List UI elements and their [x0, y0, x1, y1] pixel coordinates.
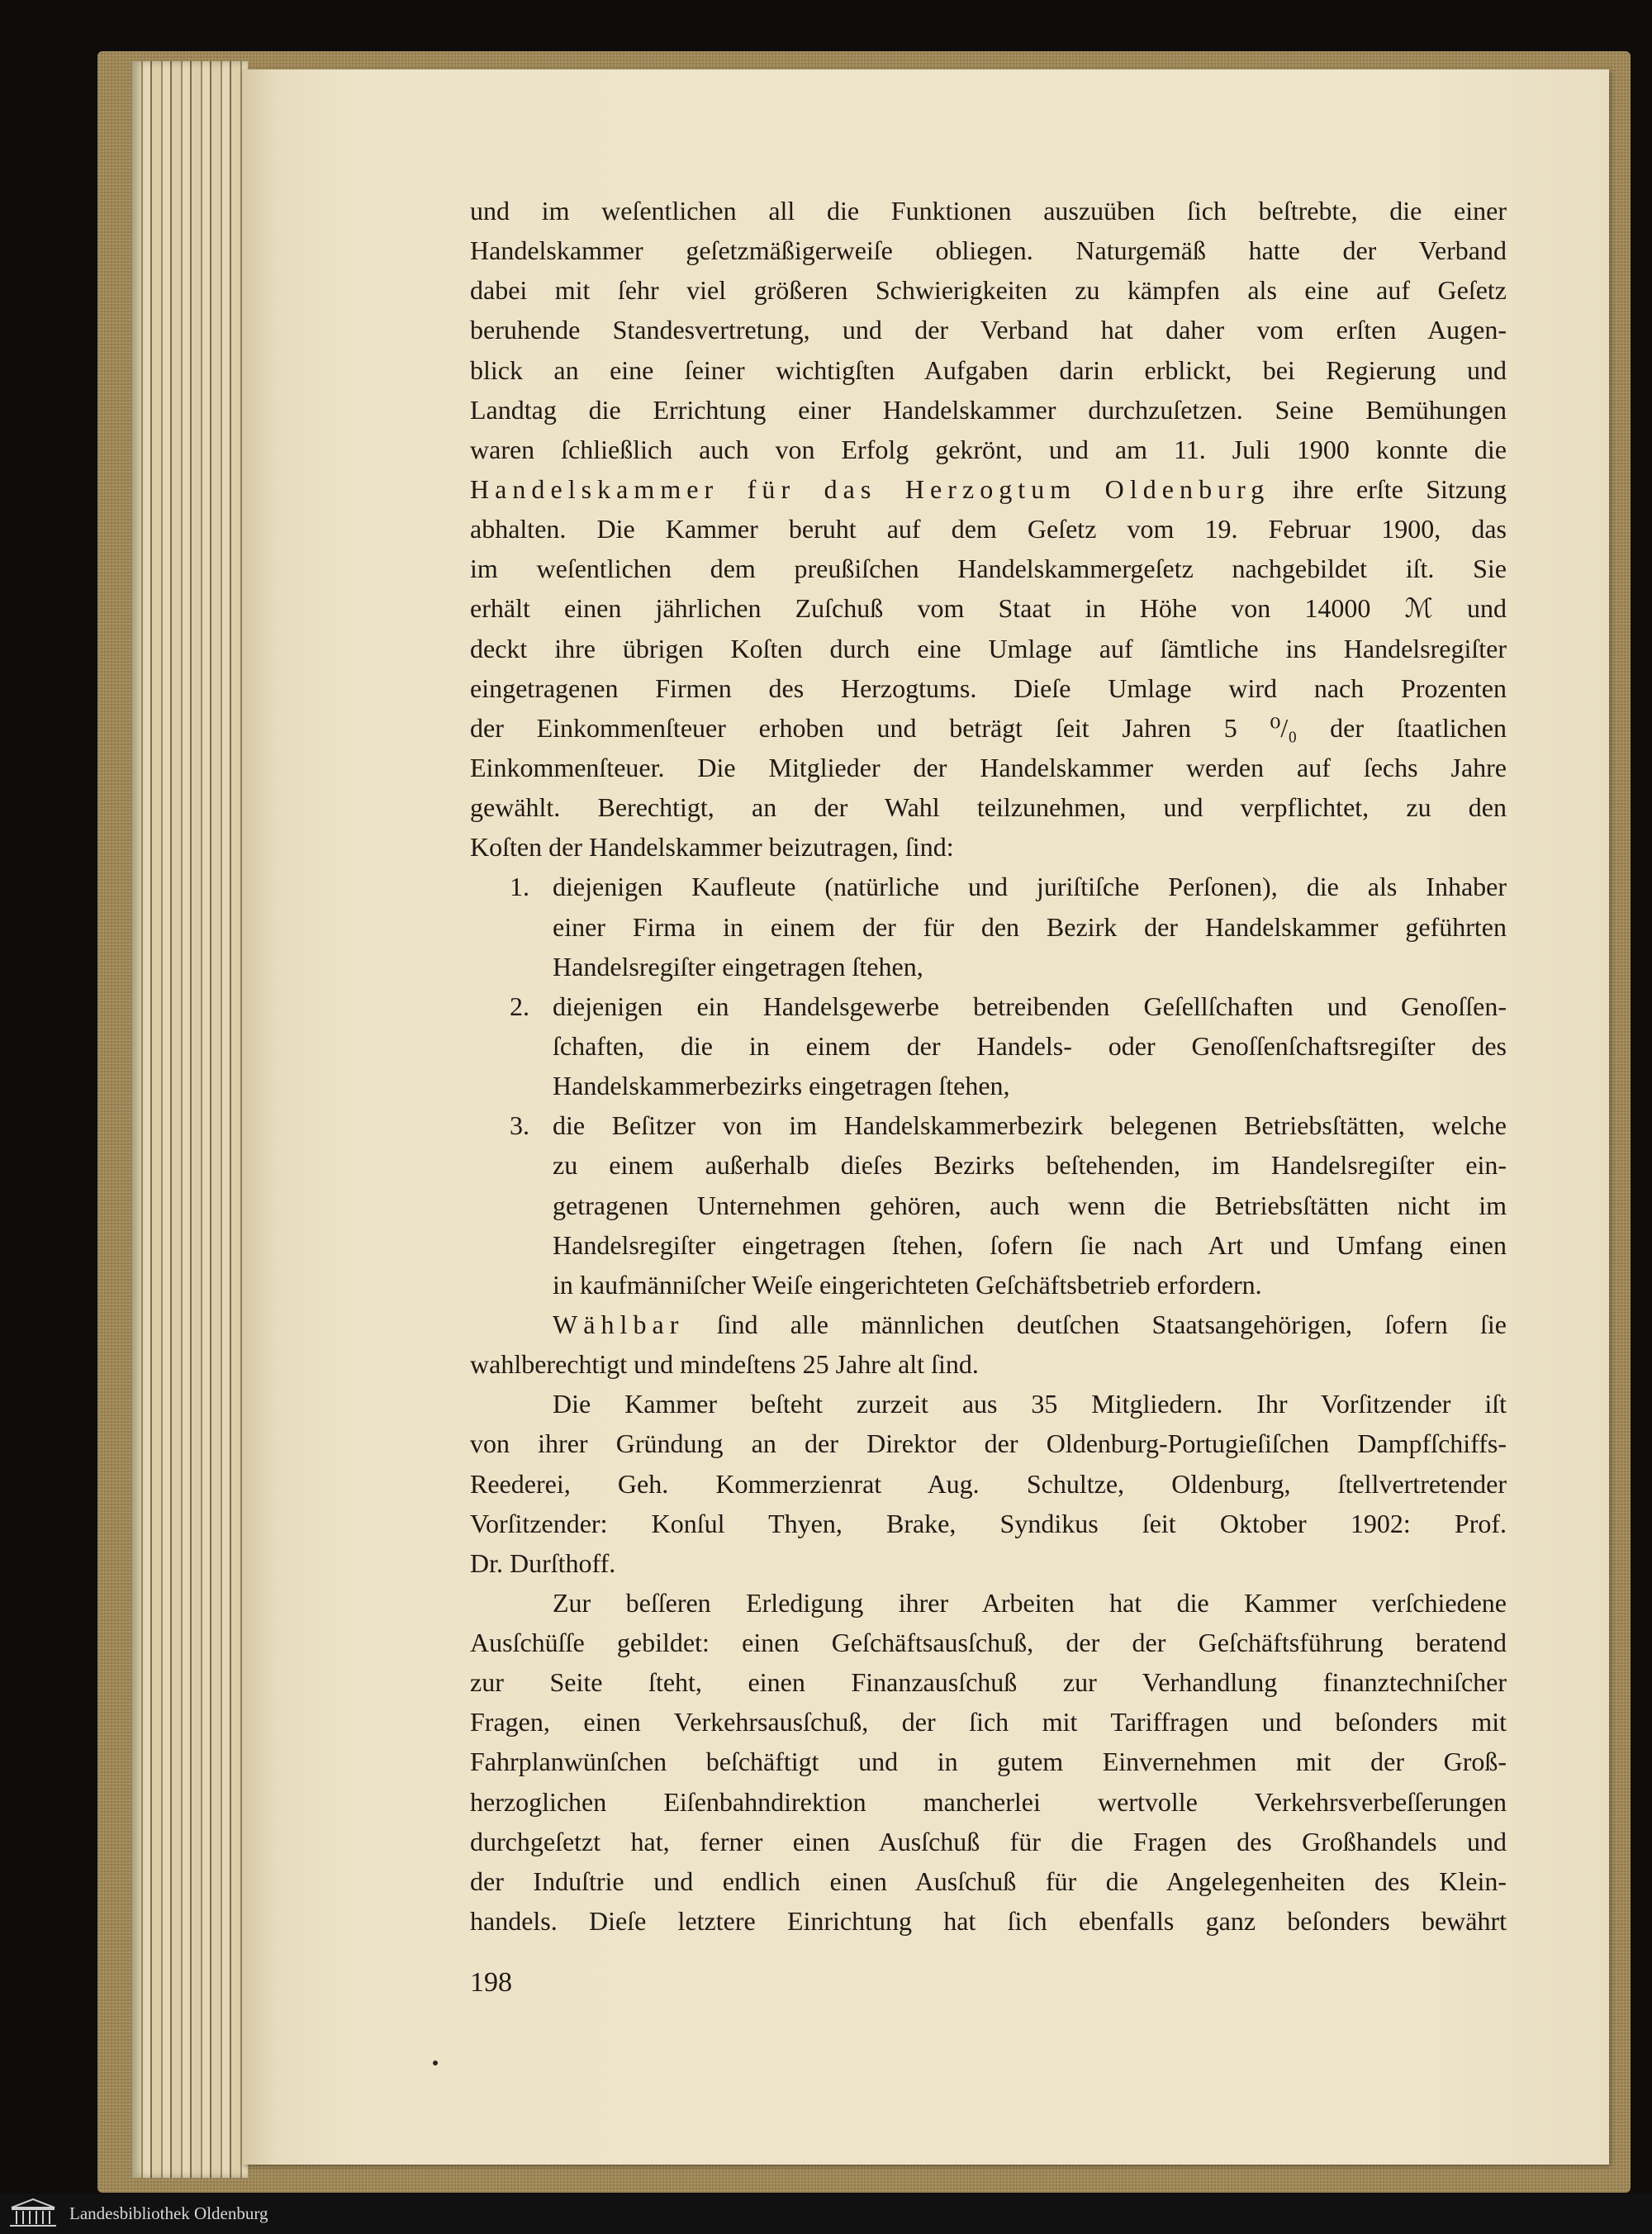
list-item-line: in kaufmänniſcher Weiſe eingerichteten Geſchäftsbetrieb erfordern. [553, 1269, 1262, 1300]
list-item-text: diejenigen Kaufleute (natürliche und juriſtiſche Perſonen), die als Inhaber [553, 872, 1507, 902]
text-line: Die Kammer beſteht zurzeit aus 35 Mitgliedern. Ihr Vorſitzender iſt [553, 1389, 1507, 1419]
list-item-line: Handelsregiſter eingetragen ſtehen, [553, 951, 923, 982]
list-item-line [470, 867, 1507, 906]
text-line: Zur beſſeren Erledigung ihrer Arbeiten hat die Kammer verſchiedene [553, 1587, 1507, 1618]
text-line [470, 1305, 1507, 1344]
body-text [470, 191, 1507, 1941]
list-item-line: zu einem außerhalb dieſes Bezirks beſtehenden, im Handelsregiſter ein- [553, 1150, 1507, 1181]
text-line: Einkommenſteuer. Die Mitglieder der Handelskammer werden auf ſechs Jahre [470, 752, 1507, 782]
text-line: blick an eine ſeiner wichtigſten Aufgaben darin erblickt, bei Regierung und [470, 354, 1507, 385]
emphasized-spaced-text: Wählbar [553, 1309, 685, 1339]
footer-bar [0, 2194, 1652, 2234]
ink-dot [433, 2061, 438, 2065]
text-segment: ſind alle männlichen deutſchen Staatsangehörigen, ſofern ſie [716, 1309, 1507, 1339]
text-line: durchgeſetzt hat, ferner einen Ausſchuß für die Fragen des Großhandels und [470, 1826, 1507, 1856]
text-line: waren ſchließlich auch von Erfolg gekrönt, und am 11. Juli 1900 konnte die [470, 434, 1507, 464]
list-item-line [470, 1105, 1507, 1145]
text-line: von ihrer Gründung an der Direktor der Oldenburg-Portugieſiſchen Dampfſchiffs- [470, 1428, 1507, 1459]
list-item-text: diejenigen ein Handelsgewerbe betreibenden Geſellſchaften und Genoſſen- [553, 991, 1507, 1021]
text-line: dabei mit ſehr viel größeren Schwierigkeiten zu kämpfen als eine auf Geſetz [470, 275, 1507, 306]
text-line: herzoglichen Eiſenbahndirektion mancherlei wertvolle Verkehrsverbeſſerungen [470, 1786, 1507, 1817]
text-line: der Einkommenſteuer erhoben und beträgt ſeit Jahren 5 ⁰/₀ der ſtaatlichen [470, 712, 1507, 743]
text-line: handels. Dieſe letztere Einrichtung hat ſich ebenfalls ganz beſonders bewährt [470, 1906, 1507, 1937]
text-line: Landtag die Errichtung einer Handelskammer durchzuſetzen. Seine Bemühungen [470, 394, 1507, 425]
text-line [470, 469, 1507, 509]
text-segment: ihre erſte Sitzung [1292, 473, 1507, 504]
list-number: 2. [510, 991, 529, 1021]
text-line: der Induſtrie und endlich einen Ausſchuß für die Angelegenheiten des Klein- [470, 1866, 1507, 1896]
list-number: 1. [510, 872, 529, 902]
list-item-line: getragenen Unternehmen gehören, auch wenn die Betriebsſtätten nicht im [553, 1190, 1507, 1220]
list-item-line: ſchaften, die in einem der Handels- oder Genoſſenſchaftsregiſter des [553, 1030, 1507, 1061]
list-item-text: die Beſitzer von im Handelskammerbezirk belegenen Betriebsſtätten, welche [553, 1110, 1507, 1141]
library-name: Landesbibliothek Oldenburg [69, 2203, 268, 2223]
text-line: beruhende Standesvertretung, und der Verband hat daher vom erſten Augen- [470, 315, 1507, 345]
text-line: Reederei, Geh. Kommerzienrat Aug. Schultze, Oldenburg, ſtellvertretender [470, 1468, 1507, 1499]
list-item-line: einer Firma in einem der für den Bezirk der Handelskammer geführten [553, 911, 1507, 942]
text-line: gewählt. Berechtigt, an der Wahl teilzunehmen, und verpflichtet, zu den [470, 792, 1507, 823]
text-line: wahlberechtigt und mindeſtens 25 Jahre alt ſind. [470, 1349, 979, 1380]
list-number: 3. [510, 1110, 529, 1141]
text-line: Handelskammer geſetzmäßigerweiſe obliegen. Naturgemäß hatte der Verband [470, 235, 1507, 266]
text-line: deckt ihre übrigen Koſten durch eine Umlage auf ſämtliche ins Handelsregiſter [470, 633, 1507, 663]
text-line: Dr. Durſthoff. [470, 1547, 616, 1578]
text-line: Koſten der Handelskammer beizutragen, ſind: [470, 832, 954, 863]
text-line: zur Seite ſteht, einen Finanzausſchuß zur Verhandlung finanztechniſcher [470, 1667, 1507, 1698]
text-line: erhält einen jährlichen Zuſchuß vom Staat in Höhe von 14000 ℳ und [470, 593, 1507, 624]
text-line: eingetragenen Firmen des Herzogtums. Dieſe Umlage wird nach Prozenten [470, 673, 1507, 703]
emphasized-spaced-text: Handelskammer für das Herzogtum Oldenburg [470, 473, 1270, 504]
text-line: Ausſchüſſe gebildet: einen Geſchäftsausſchuß, der der Geſchäftsführung beratend [470, 1628, 1507, 1658]
text-line: Fahrplanwünſchen beſchäftigt und in gutem Einvernehmen mit der Groß- [470, 1747, 1507, 1777]
text-line: und im weſentlichen all die Funktionen auszuüben ſich beſtrebte, die einer [470, 196, 1507, 226]
page-stack-edges [132, 61, 248, 2178]
text-line: Vorſitzender: Konſul Thyen, Brake, Syndikus ſeit Oktober 1902: Prof. [470, 1508, 1507, 1538]
page-number: 198 [470, 1967, 512, 1998]
text-line: Fragen, einen Verkehrsausſchuß, der ſich mit Tariffragen und beſonders mit [470, 1707, 1507, 1737]
library-building-icon [8, 2198, 58, 2229]
list-item-line: Handelsregiſter eingetragen ſtehen, ſofern ſie nach Art und Umfang einen [553, 1229, 1507, 1260]
list-item-line: Handelskammerbezirks eingetragen ſtehen, [553, 1071, 1010, 1101]
list-item-line [470, 986, 1507, 1026]
text-line: im weſentlichen dem preußiſchen Handelskammergeſetz nachgebildet iſt. Sie [470, 554, 1507, 584]
text-line: abhalten. Die Kammer beruht auf dem Geſetz vom 19. Februar 1900, das [470, 514, 1507, 544]
